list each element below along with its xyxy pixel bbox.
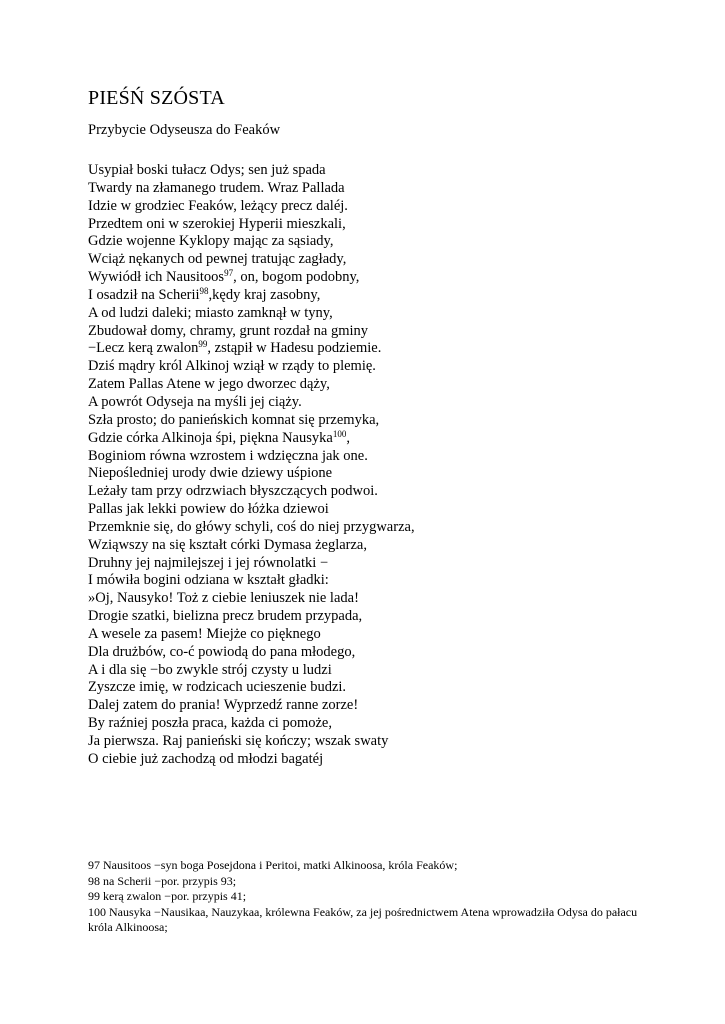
poem-line [88,697,415,715]
poem-line-text: Ja pierwsza. Raj panieński się kończy; wszak swaty [88,733,389,749]
poem-line [88,305,415,323]
poem-line-text: Wywiódł ich Nausitoos [88,269,225,286]
poem-line [88,358,415,376]
poem-line-text: −Lecz kerą zwalon [88,340,199,357]
footnote-reference: 100 [332,428,347,439]
poem-line [88,519,415,537]
poem-line-text: Dla drużbów, co-ć powiodą do pana młodego, [88,643,356,660]
poem-line [88,162,415,180]
poem-line [88,233,415,251]
poem-line-text: Leżały tam przy odrzwiach błyszczących podwoi. [88,483,378,500]
poem-line [88,216,415,234]
poem-line [88,733,415,751]
poem-line-text: Twardy na złamanego trudem. Wraz Pallada [88,179,345,196]
footnote: 98 na Scherii −por. przypis 93; [88,873,237,888]
poem-line [88,751,415,769]
poem-line-text: Zyszcze imię, w rodzicach ucieszenie budzi. [88,679,347,696]
poem-line-text: A i dla się −bo zwykle strój czysty u ludzi [88,661,332,678]
poem-line [88,394,415,412]
poem-line [88,501,415,519]
poem-line [88,180,415,198]
footnote-reference: 97 [224,268,234,279]
poem-line [88,537,415,555]
poem-line-text: A powrót Odyseja na myśli jej ciąży. [88,393,302,410]
footnote: 99 kerą zwalon −por. przypis 41; [88,889,247,904]
poem-line [88,448,415,466]
poem-line-text: I osadził na Scherii [88,286,200,303]
page-title: PIEŚŃ SZÓSTA [88,87,225,109]
poem-line-text: Idzie w grodziec Feaków, leżący precz daléj. [88,197,348,214]
poem-line [88,608,415,626]
poem-line-text: Niepośledniej urody dwie dziewy uśpione [88,465,333,482]
poem-line [88,269,415,287]
footnote-reference: 99 [198,339,208,350]
poem-line-text: Usypiał boski tułacz Odys; sen już spada [88,162,326,178]
poem-line-text: Dziś mądry król Alkinoj wziął w rządy to plemię. [88,358,376,375]
poem-line-text: O ciebie już zachodzą od młodzi bagatéj [88,750,324,767]
poem-line [88,430,415,448]
poem-line [88,555,415,573]
poem-line [88,251,415,269]
poem-line [88,572,415,590]
poem-line-text: Pallas jak lekki powiew do łóżka dziewoi [88,501,329,518]
poem-line-text: Wziąwszy na się kształt córki Dymasa żeglarza, [88,536,367,553]
poem-line [88,626,415,644]
poem-line-text: ,kędy kraj zasobny, [208,286,321,303]
poem-line [88,662,415,680]
poem-line [88,376,415,394]
poem-line [88,590,415,608]
poem-line [88,340,415,358]
poem-line-text: Dalej zatem do prania! Wyprzedź ranne zorze! [88,697,359,714]
poem-line-text: By raźniej poszła praca, każda ci pomoże, [88,715,332,732]
footnotes [88,858,648,936]
chapter-subtitle: Przybycie Odyseusza do Feaków [88,122,281,138]
poem-line-text: A wesele za pasem! Miejże co pięknego [88,625,321,642]
poem-line [88,679,415,697]
poem-line-text: Boginiom równa wzrostem i wdzięczna jak one. [88,447,368,464]
poem-line-text: Szła prosto; do panieńskich komnat się przemyka, [88,411,380,428]
footnote: 100 Nausyka −Nausikaa, Nauzykaa, królewna Feaków, za jej pośrednictwem Atena wprowadziła Odysa do pałacu króla Alkinoosa; [88,904,638,935]
poem-line-text: , [346,429,350,446]
poem-line-text: Gdzie wojenne Kyklopy mając za sąsiady, [88,233,334,250]
poem-line [88,644,415,662]
poem-line-text: »Oj, Nausyko! Toż z ciebie leniuszek nie lada! [88,590,359,607]
poem-line [88,323,415,341]
poem-line [88,287,415,305]
poem-line-text: A od ludzi daleki; miasto zamknął w tyny, [88,304,333,321]
poem-line [88,412,415,430]
poem-line-text: Druhny jej najmilejszej i jej równolatki − [88,554,329,571]
poem-line-text: , on, bogom podobny, [233,269,360,286]
poem-line [88,198,415,216]
poem-body [88,162,415,769]
footnote: 97 Nausitoos −syn boga Posejdona i Peritoi, matki Alkinoosa, króla Feaków; [88,858,458,872]
poem-line-text: Przemknie się, do główy schyli, coś do niej przygwarza, [88,518,415,535]
footnote-reference: 98 [199,285,209,296]
poem-line-text: Przedtem oni w szerokiej Hyperii mieszkali, [88,215,346,232]
poem-line [88,715,415,733]
poem-line-text: Zbudował domy, chramy, grunt rozdał na gminy [88,322,368,339]
poem-line [88,483,415,501]
poem-line [88,465,415,483]
poem-line-text: Drogie szatki, bielizna precz brudem przypada, [88,608,363,625]
poem-line-text: , zstąpił w Hadesu podziemie. [207,340,382,357]
poem-line-text: Wciąż nękanych od pewnej tratując zagłady, [88,251,347,268]
poem-line-text: Gdzie córka Alkinoja śpi, piękna Nausyka [88,429,333,446]
poem-line-text: I mówiła bogini odziana w kształt gładki: [88,572,329,589]
poem-line-text: Zatem Pallas Atene w jego dworzec dąży, [88,376,330,393]
